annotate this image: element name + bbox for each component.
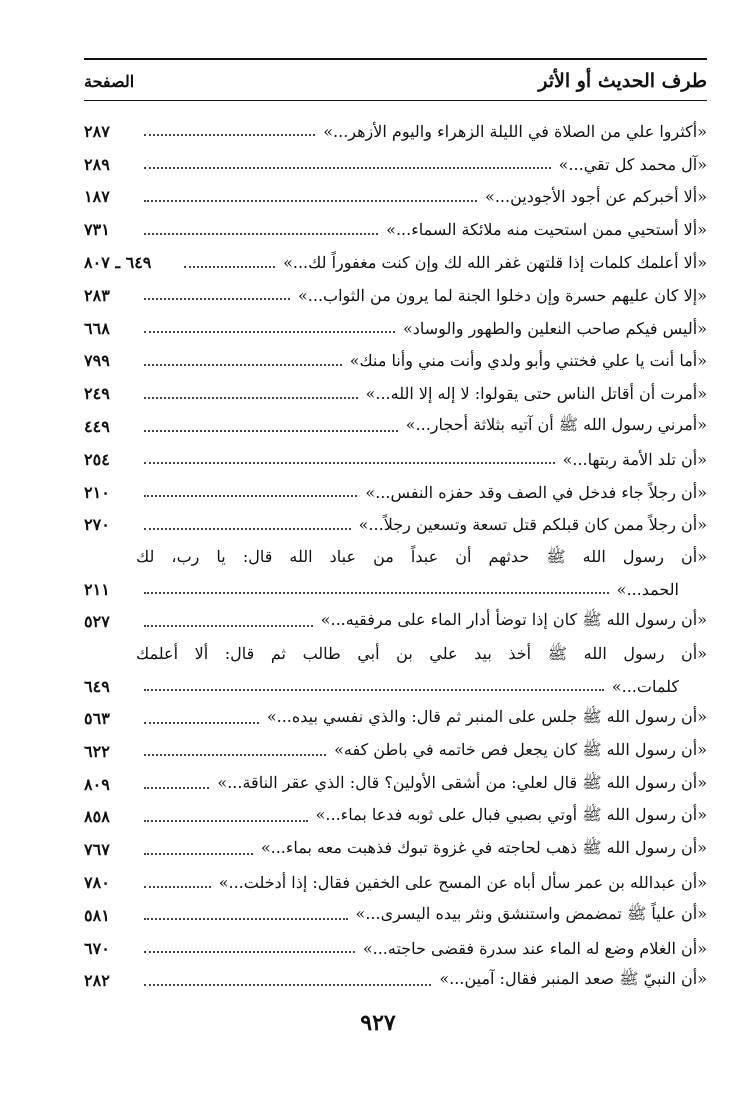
index-row: [84, 345, 707, 378]
index-row: [84, 148, 707, 181]
index-row: [84, 279, 707, 312]
index-row: [84, 899, 707, 932]
entry-text: «أن رسول الله ﷺ أوتي بصبي فبال على ثوبه فدعا بماء...»: [315, 805, 707, 825]
index-row-wrapped: [84, 638, 707, 702]
index-row: [84, 768, 707, 801]
dot-leader: [184, 266, 275, 268]
entry-page: ٦٤٩: [84, 676, 110, 696]
entry-text: «أمرني رسول الله ﷺ أن آتيه بثلاثة أحجار...»: [405, 415, 707, 435]
dot-leader: [144, 430, 398, 432]
dot-leader: [144, 167, 551, 169]
entry-text-line1: «أن رسول الله ﷺ أخذ بيد علي بن أبي طالب ثم قال: ألا أعلمك: [136, 644, 707, 664]
entry-text: «أن علياً ﷺ تمضمض واستنشق ونثر بيده اليسرى...»: [355, 903, 707, 923]
entry-text: «آل محمد كل تقي...»: [558, 154, 707, 174]
entry-page: ٧٨٠: [84, 873, 110, 893]
dot-leader: [144, 233, 378, 235]
entry-text: «أن رجلاً ممن كان قبلكم قتل تسعة وتسعين رجلاً...»: [358, 515, 707, 535]
entry-second-line: [84, 573, 707, 605]
entry-text: «أن عبدالله بن عمر سأل أباه عن المسح على الخفين فقال: إذا أدخلت...»: [218, 873, 707, 893]
entry-page: ٢١٠: [84, 482, 110, 502]
index-row: [84, 476, 707, 509]
index-row: [84, 246, 707, 279]
entry-text: «أن رسول الله ﷺ جلس على المنبر ثم قال: والذي نفسي بيده...»: [266, 707, 707, 727]
entry-page: ٨٥٨: [84, 807, 110, 827]
dot-leader: [144, 495, 357, 497]
entry-page: ٥٨١: [84, 905, 110, 925]
dot-leader: [144, 331, 395, 333]
header-rule: [84, 100, 707, 101]
entry-text: «ألا أستحيي ممن استحيت منه ملائكة السماء...»: [386, 220, 707, 240]
index-row: [84, 605, 707, 638]
entry-text: «ألا أخبركم عن أجود الأجودين...»: [485, 187, 707, 207]
index-row: [84, 181, 707, 214]
index-row: [84, 377, 707, 410]
dot-leader: [144, 298, 290, 300]
entry-text: «أكثروا علي من الصلاة في الليلة الزهراء واليوم الأزهر...»: [323, 121, 707, 141]
index-row: [84, 509, 707, 542]
entry-page: ١٨٧: [84, 187, 110, 207]
entry-page: ٦٤٩ ـ ٨٠٧: [84, 253, 152, 273]
entry-text: «أمرت أن أقاتل الناس حتى يقولوا: لا إله إلا الله...»: [365, 384, 707, 404]
entry-page: ٢٧٠: [84, 515, 110, 535]
entry-text: «أن النبيّ ﷺ صعد المنبر فقال: آمين...»: [439, 969, 707, 989]
dot-leader: [144, 984, 431, 986]
entry-page: ٢٨٩: [84, 154, 110, 174]
dot-leader: [144, 364, 342, 366]
entry-text: «أن تلد الأمة ربتها...»: [562, 449, 707, 469]
entry-page: ٢٨٢: [84, 971, 110, 991]
index-row: [84, 932, 707, 965]
index-row: [84, 866, 707, 899]
entry-page: ٤٤٩: [84, 417, 110, 437]
entry-text: «أن رسول الله ﷺ كان يجعل فص خاتمه في باطن كفه»: [334, 739, 707, 759]
index-row: [84, 443, 707, 476]
index-row: [84, 801, 707, 834]
dot-leader: [144, 787, 209, 789]
entry-text-line1: «أن رسول الله ﷺ حدثهم أن عبداً من عباد الله قال: يا رب، لك: [136, 547, 707, 567]
dot-leader: [144, 134, 315, 136]
dot-leader: [144, 528, 351, 530]
entry-text: «أليس فيكم صاحب النعلين والطهور والوساد»: [402, 318, 707, 338]
dot-leader: [144, 625, 313, 627]
entry-page: ٥٢٧: [84, 612, 110, 632]
dot-leader: [144, 853, 253, 855]
index-row: [84, 312, 707, 345]
index-row: [84, 735, 707, 768]
dot-leader: [144, 886, 211, 888]
entry-page: ٧٣١: [84, 220, 110, 240]
entry-page: ٢٤٩: [84, 384, 110, 404]
top-rule: [84, 58, 707, 60]
entry-page: ٦٧٠: [84, 938, 110, 958]
entry-page: ٢٨٣: [84, 285, 110, 305]
entry-page: ٧٩٩: [84, 351, 110, 371]
entry-page: ٦٦٨: [84, 318, 110, 338]
dot-leader: [144, 820, 308, 822]
column-title-page: الصفحة: [84, 71, 135, 91]
dot-leader: [144, 462, 555, 464]
entry-text-line2: كلمات...»: [611, 676, 679, 696]
dot-leader: [144, 951, 355, 953]
entry-text: «أن رسول الله ﷺ كان إذا توضأ أدار الماء على مرفقيه...»: [320, 610, 707, 630]
dot-leader: [144, 592, 609, 594]
entry-page: ٢٨٧: [84, 121, 110, 141]
dot-leader: [144, 722, 259, 724]
entry-text: «أن رسول الله ﷺ قال لعلي: من أشقى الأولين؟ قال: الذي عقر الناقة...»: [217, 772, 707, 792]
entry-page: ٢١١: [84, 579, 110, 599]
entry-page: ٧٦٧: [84, 840, 110, 860]
dot-leader: [144, 918, 348, 920]
dot-leader: [144, 689, 604, 691]
index-row: [84, 702, 707, 735]
entry-page: ٥٦٣: [84, 709, 110, 729]
index-row: [84, 115, 707, 148]
entry-text-line2: الحمد...»: [616, 579, 679, 599]
index-row: [84, 965, 707, 998]
entry-page: ٢٥٤: [84, 449, 110, 469]
entry-text: «أن رسول الله ﷺ ذهب لحاجته في غزوة تبوك فذهبت معه بماء...»: [260, 838, 707, 858]
entry-page: ٦٢٢: [84, 741, 110, 761]
index-row: [84, 213, 707, 246]
entry-text: «إلا كان عليهم حسرة وإن دخلوا الجنة لما يرون من الثواب...»: [297, 285, 707, 305]
column-title-hadith: طرف الحديث أو الأثر: [538, 70, 707, 92]
entry-text: «ألا أعلمك كلمات إذا قلتهن غفر الله لك وإن كنت مغفوراً لك...»: [283, 253, 707, 273]
index-entries: [84, 115, 707, 997]
dot-leader: [144, 754, 326, 756]
entry-text: «أن الغلام وضع له الماء عند سدرة فقضى حاجته...»: [362, 938, 707, 958]
table-header: [84, 64, 707, 98]
entry-second-line: [84, 670, 707, 702]
entry-text: «أما أنت يا علي فختني وأبو ولدي وأنت مني وأنا منك»: [349, 351, 707, 371]
entry-text: «أن رجلاً جاء فدخل في الصف وقد حفزه النفس...»: [365, 482, 707, 502]
index-row-wrapped: [84, 541, 707, 605]
entry-page: ٨٠٩: [84, 774, 110, 794]
dot-leader: [144, 397, 358, 399]
page-number: ٩٢٧: [360, 1010, 396, 1036]
index-row: [84, 410, 707, 443]
index-row: [84, 833, 707, 866]
dot-leader: [144, 200, 477, 202]
